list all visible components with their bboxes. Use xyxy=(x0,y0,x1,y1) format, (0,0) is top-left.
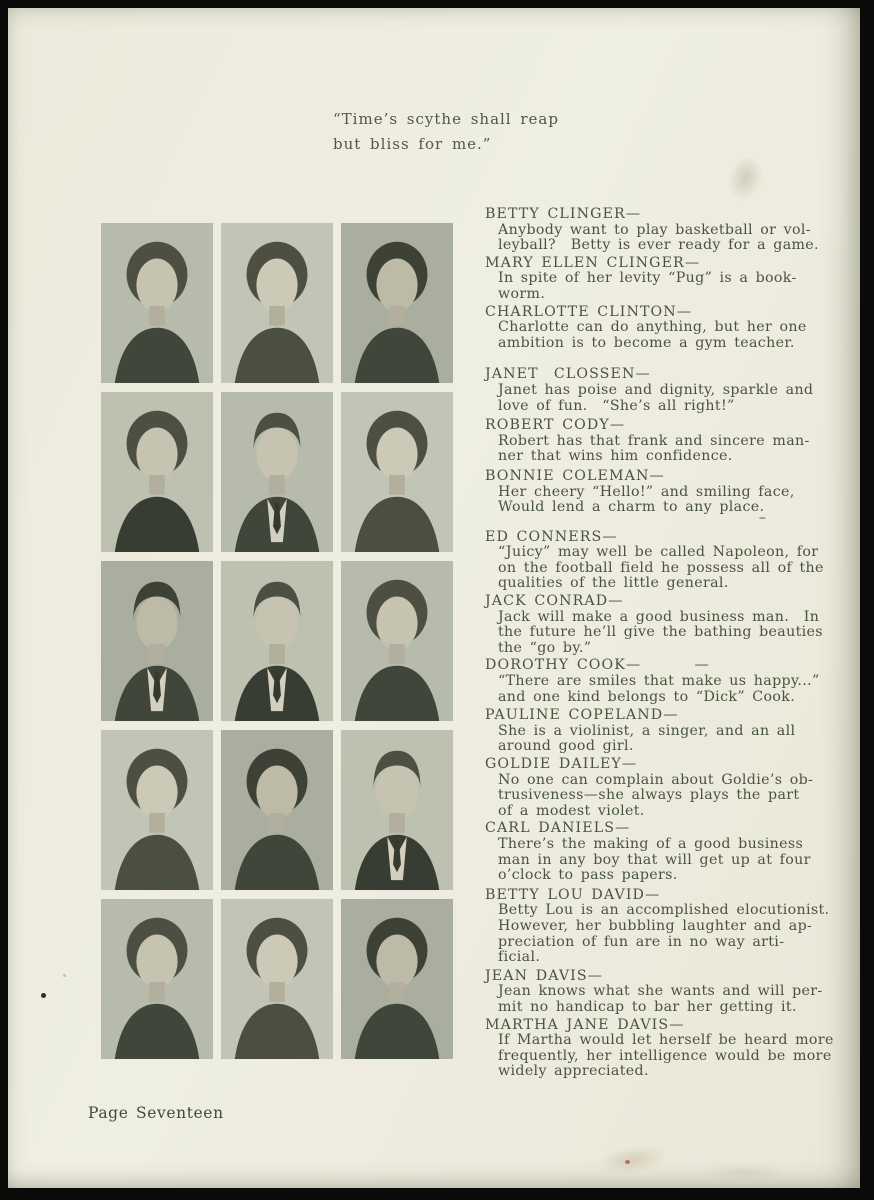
student-name: BETTY CLINGER— xyxy=(485,206,642,222)
student-description: Her cheery “Hello!” and smiling face, Would lend a charm to any place. xyxy=(498,483,795,516)
student-name: ED CONNERS— xyxy=(485,528,618,545)
portrait-photo xyxy=(220,729,334,891)
portrait-silhouette xyxy=(341,730,453,890)
student-description: “Juicy” may well be called Napoleon, for on the football field he possess all of the qualities of the little general. xyxy=(498,544,824,592)
student-entry xyxy=(485,367,856,414)
portrait-silhouette xyxy=(341,392,453,552)
student-name: JEAN DAVIS— xyxy=(485,967,603,984)
student-entry xyxy=(485,256,856,303)
portrait-silhouette xyxy=(221,730,333,890)
student-entry xyxy=(485,467,856,527)
student-description: If Martha would let herself be heard more frequently, her intelligence would be more widely appreciated. xyxy=(498,1032,834,1080)
student-description: There’s the making of a good business man in any boy that will get up at four o’clock to pass papers. xyxy=(498,835,811,884)
page-number-footer: Page Seventeen xyxy=(88,1104,224,1122)
student-description: Janet has poise and dignity, sparkle and love of fun. “She’s all right!” xyxy=(498,381,814,414)
student-entry xyxy=(485,207,856,254)
student-entry xyxy=(485,888,856,966)
student-name: BETTY LOU DAVID— xyxy=(485,886,661,903)
student-entry xyxy=(485,530,856,592)
stray-dash-mark: – xyxy=(758,510,766,527)
portrait-photo xyxy=(220,898,334,1060)
portrait-silhouette xyxy=(341,899,453,1059)
portrait-photo xyxy=(220,391,334,553)
portrait-photo xyxy=(340,729,454,891)
portrait-photo xyxy=(100,729,214,891)
student-list xyxy=(485,207,856,1082)
portrait-photo xyxy=(100,560,214,722)
portrait-silhouette xyxy=(101,223,213,383)
student-name: CHARLOTTE CLINTON— xyxy=(485,303,693,320)
quote-line-2: but bliss for me.” xyxy=(333,135,492,153)
portrait-photo xyxy=(100,898,214,1060)
portrait-photo-grid xyxy=(100,222,454,1060)
yearbook-page xyxy=(8,8,860,1188)
student-name: DOROTHY COOK— — xyxy=(485,657,710,674)
portrait-photo xyxy=(340,898,454,1060)
quote-line-1: “Time’s scythe shall reap xyxy=(333,110,559,128)
portrait-silhouette xyxy=(221,899,333,1059)
student-name: GOLDIE DAILEY— xyxy=(485,756,638,772)
student-description: Charlotte can do anything, but her one ambition is to become a gym teacher. xyxy=(498,319,807,351)
paper-speck xyxy=(63,974,66,977)
student-name: ROBERT CODY— xyxy=(485,417,626,434)
student-entry xyxy=(485,708,856,755)
student-name: MARTHA JANE DAVIS— xyxy=(485,1016,685,1033)
portrait-photo xyxy=(220,560,334,722)
ink-speck xyxy=(41,993,46,998)
student-entry xyxy=(485,969,856,1016)
portrait-photo xyxy=(100,391,214,553)
student-description: Betty Lou is an accomplished elocutionist. However, her bubbling laughter and ap- preciation of fun are in no way arti- ficial. xyxy=(498,902,830,966)
portrait-silhouette xyxy=(221,223,333,383)
portrait-silhouette xyxy=(101,392,213,552)
portrait-silhouette xyxy=(101,561,213,721)
page-quote xyxy=(333,107,559,157)
portrait-silhouette xyxy=(341,561,453,721)
paper-stain xyxy=(596,1141,669,1178)
portrait-silhouette xyxy=(101,899,213,1059)
student-description: No one can complain about Goldie’s ob- trusiveness—she always plays the part of a modest violet. xyxy=(498,771,814,819)
paper-stain-faint xyxy=(698,1163,788,1181)
portrait-silhouette xyxy=(221,392,333,552)
paper-smudge xyxy=(722,154,768,206)
student-entry xyxy=(485,658,856,705)
student-entry xyxy=(485,594,856,656)
student-entry xyxy=(485,305,856,352)
student-description: Robert has that frank and sincere man- ner that wins him confidence. xyxy=(498,432,810,465)
student-entry xyxy=(485,821,856,883)
student-name: JACK CONRAD— xyxy=(485,593,624,610)
portrait-photo xyxy=(340,391,454,553)
portrait-photo xyxy=(340,222,454,384)
portrait-photo xyxy=(220,222,334,384)
portrait-silhouette xyxy=(221,561,333,721)
student-description: Anybody want to play basketball or vol- leyball? Betty is ever ready for a game. xyxy=(498,221,819,254)
student-description: “There are smiles that make us happy...” and one kind belongs to “Dick” Cook. xyxy=(498,673,820,705)
student-name: JANET CLOSSEN— xyxy=(485,366,651,383)
student-entry xyxy=(485,757,856,819)
student-description: Jack will make a good business man. In the future he’ll give the bathing beauties the “go by.” xyxy=(498,608,823,656)
portrait-photo xyxy=(340,560,454,722)
student-name: MARY ELLEN CLINGER— xyxy=(485,254,701,271)
student-name: PAULINE COPELAND— xyxy=(485,707,679,724)
student-description: In spite of her levity “Pug” is a book- worm. xyxy=(498,270,797,302)
student-description: She is a violinist, a singer, and an all around good girl. xyxy=(498,722,796,755)
paper-stain-dot xyxy=(625,1160,630,1164)
portrait-silhouette xyxy=(101,730,213,890)
portrait-silhouette xyxy=(341,223,453,383)
student-name: CARL DANIELS— xyxy=(485,820,631,837)
portrait-photo xyxy=(100,222,214,384)
student-entry xyxy=(485,1018,856,1080)
student-description: Jean knows what she wants and will per- mit no handicap to bar her getting it. xyxy=(498,983,823,1015)
student-entry xyxy=(485,418,856,465)
student-name: BONNIE COLEMAN— xyxy=(485,467,665,484)
